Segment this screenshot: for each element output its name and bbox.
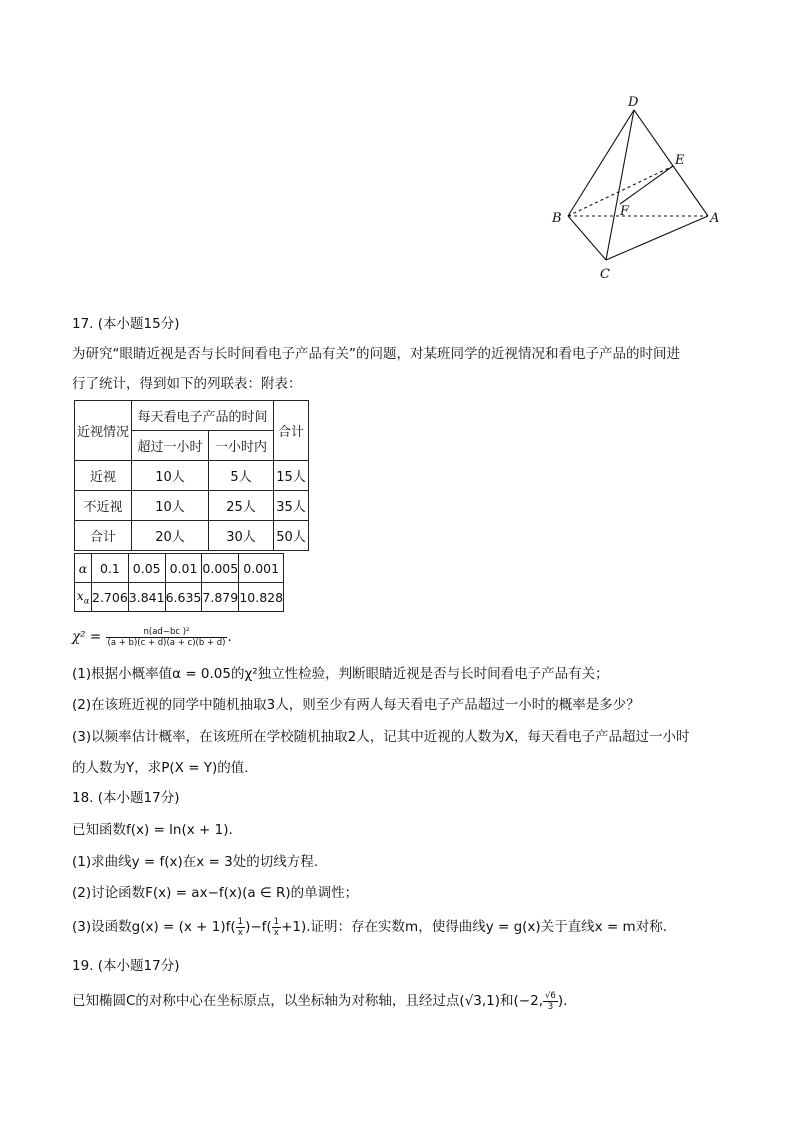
cell: 20人	[132, 521, 209, 551]
q17-intro-line2: 行了统计，得到如下的列联表：附表：	[72, 376, 302, 392]
edge-da	[634, 110, 708, 216]
x-value: 3.841	[128, 583, 165, 612]
x-value: 7.879	[202, 583, 239, 612]
alpha-value: 0.005	[202, 554, 239, 583]
label-d: D	[628, 95, 639, 110]
total-header-cell: 合计	[274, 401, 309, 461]
x-value: 10.828	[239, 583, 284, 612]
edge-fe	[620, 166, 673, 204]
table-row	[75, 521, 309, 551]
q18-part1: (1)求曲线y = f(x)在x = 3处的切线方程.	[72, 854, 319, 870]
cell: 25人	[209, 491, 274, 521]
x-value: 6.635	[165, 583, 202, 612]
cell: 15人	[274, 461, 309, 491]
col1-header-cell: 超过一小时	[132, 431, 209, 461]
label-c: C	[600, 267, 610, 282]
q17-heading: 17. (本小题15分)	[72, 316, 180, 332]
alpha-value: 0.1	[92, 554, 129, 583]
edge-bc	[568, 216, 606, 260]
group-header-cell: 每天看电子产品的时间	[132, 401, 274, 431]
q18-part2: (2)讨论函数F(x) = ax−f(x)(a ∈ R)的单调性；	[72, 885, 359, 901]
edge-ca	[606, 216, 708, 260]
tetrahedron-figure	[540, 88, 740, 288]
chi-square-formula: χ² = $\frac{\text{n(ad−bc )²}}{(a + b)(c + d)(a + c)(b + d)}$ .	[72, 626, 232, 648]
row-label: 近视	[75, 461, 132, 491]
row-header-cell: 近视情况	[75, 401, 132, 461]
q17-part3-line2: 的人数为Y，求P(X = Y)的值.	[72, 760, 249, 776]
q18-intro: 已知函数f(x) = ln(x + 1).	[72, 822, 233, 838]
alpha-value: 0.01	[165, 554, 202, 583]
cell: 5人	[209, 461, 274, 491]
q19-intro: 已知椭圆C的对称中心在坐标原点，以坐标轴为对称轴，且经过点(√3,1)和(−2, $\frac{√6}{3}$ ).	[72, 990, 568, 1012]
x-alpha-label: $x_\alpha$	[75, 583, 92, 612]
x-value: 2.706	[92, 583, 129, 612]
row-label: 合计	[75, 521, 132, 551]
critical-value-table	[74, 553, 284, 612]
label-f: F	[620, 204, 630, 219]
q17-part1: (1)根据小概率值α = 0.05的χ²独立性检验，判断眼睛近视是否与长时间看电子产品有关；	[72, 666, 609, 682]
col2-header-cell: 一小时内	[209, 431, 274, 461]
cell: 10人	[132, 461, 209, 491]
cell: 50人	[274, 521, 309, 551]
q17-part3-line1: (3)以频率估计概率，在该班所在学校随机抽取2人，记其中近视的人数为X，每天看电子产品超过一小时	[72, 729, 690, 745]
table-row	[75, 461, 309, 491]
label-a: A	[710, 211, 720, 226]
label-b: B	[552, 211, 562, 226]
row-label: 不近视	[75, 491, 132, 521]
cell: 35人	[274, 491, 309, 521]
alpha-value: 0.001	[239, 554, 284, 583]
alpha-label: α	[75, 554, 92, 583]
cell: 10人	[132, 491, 209, 521]
label-e: E	[675, 153, 685, 168]
contingency-table	[74, 400, 309, 551]
q18-part3: (3)设函数g(x) = (x + 1)f( $\frac{1}{x}$ )−f( $\frac{1}{x}$ +1).证明：存在实数m，使得曲线y = g(x)关于直线x = m对称.	[72, 916, 668, 938]
cell: 30人	[209, 521, 274, 551]
q17-intro-line1: 为研究“眼睛近视是否与长时间看电子产品有关”的问题，对某班同学的近视情况和看电子产品的时间进	[72, 346, 680, 362]
alpha-value: 0.05	[128, 554, 165, 583]
table-row	[75, 491, 309, 521]
q17-part2: (2)在该班近视的同学中随机抽取3人，则至少有两人每天看电子产品超过一小时的概率是多少？	[72, 697, 640, 713]
q18-heading: 18. (本小题17分)	[72, 790, 180, 806]
q19-heading: 19. (本小题17分)	[72, 958, 180, 974]
